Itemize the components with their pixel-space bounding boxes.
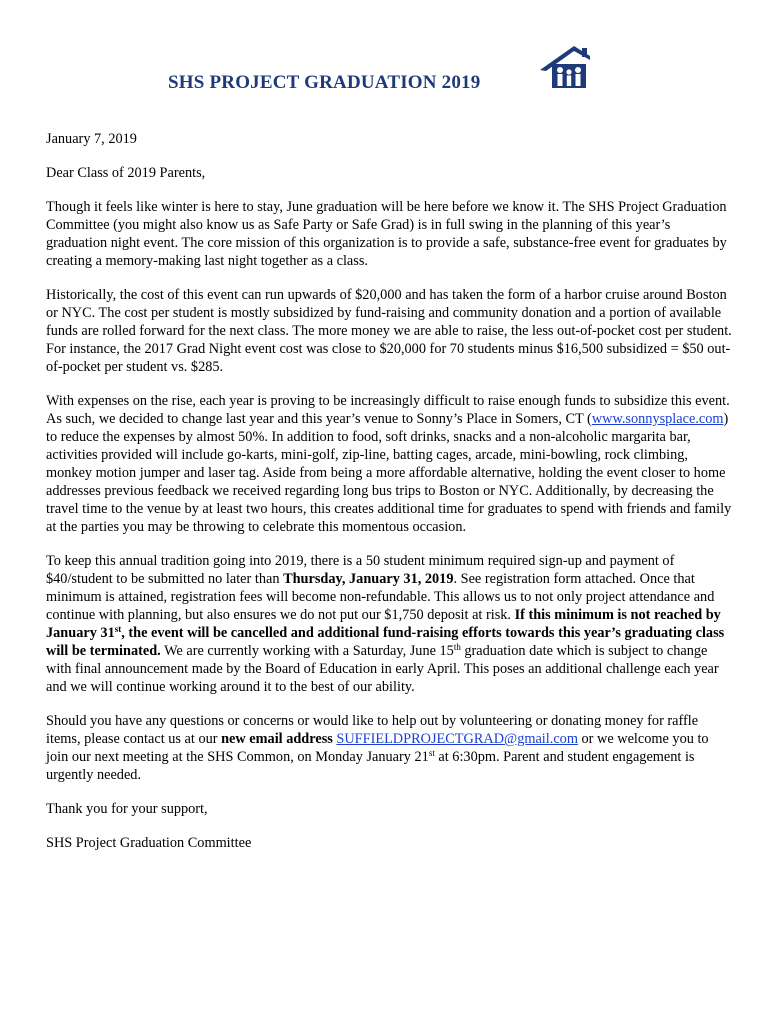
registration-text-3: We are currently working with a Saturday, June 15 [160,643,454,659]
paragraph-venue [46,392,732,536]
sonnysplace-link[interactable]: www.sonnysplace.com [591,411,724,427]
venue-text-1: With expenses on the rise, each year is proving to be increasingly difficult to raise enough funds to subsidize this event. As such, we decided to change last year and this year’s venue to Sonny’s Place in Somers, CT ( [46,393,730,427]
registration-text-4: graduation date which is subject to change with final announcement made by the Board of Education in early April. This poses an additional challenge each year and we will continue working around it to the best of our ability. [46,643,719,695]
paragraph-history: Historically, the cost of this event can run upwards of $20,000 and has taken the form of a harbor cruise around Boston or NYC. The cost per student is mostly subsidized by fund-raising and community donation and a portion of available funds are rolled forward for the next class. The more money we are able to raise, the less out-of-pocket cost per student. For instance, the 2017 Grad Night event cost was close to $20,000 for 70 students minus $16,500 subsidized = $50 out-of-pocket per student vs. $285. [46,287,732,375]
venue-text-2: ) to reduce the expenses by almost 50%. In addition to food, soft drinks, snacks and a non-alcoholic margarita bar, activities provided will include go-karts, mini-golf, zip-line, batting cages, arcade, mini-bowling, rock climbing, monkey motion jumper and laser tag. Aside from being a more affordable alternative, holding the event closer to home addresses previous feedback we received regarding long bus trips to Boston or NYC. Additionally, by decreasing the travel time to the venue by at least two hours, this creates additional time for graduates to spend with friends and family at the parties you may be throwing to celebrate this momentous occasion. [46,411,732,535]
letter-header [0,0,770,110]
letter-date: January 7, 2019 [46,131,137,147]
letter-body [46,130,732,868]
paragraph-intro: Though it feels like winter is here to stay, June graduation will be here before we know it. The SHS Project Graduation Committee (you might also know us as Safe Party or Safe Grad) is in full swing in the planning of this year’s graduation night event. The core mission of this organization is to provide a safe, substance-free event for graduates by creating a memory-making last night together as a class. [46,199,727,269]
page-title: SHS PROJECT GRADUATION 2019 [168,72,481,93]
paragraph-registration [46,552,732,696]
paragraph-contact [46,712,732,784]
email-link[interactable]: SUFFIELDPROJECTGRAD@gmail.com [336,731,578,747]
letter-closing: Thank you for your support, [46,801,208,817]
ordinal-suffix: st [428,748,435,758]
cancellation-text-1: If this minimum is not reached by January 31 [46,607,721,641]
registration-text-2: . See registration form attached. Once that minimum is attained, registration fees will become non-refundable. This allows us to not only project attendance and continue with planning, but also ensures we do not put our $1,750 deposit at risk. [46,571,715,623]
new-email-label: new email address [221,731,333,747]
cancellation-text-2: , the event will be cancelled and additional fund-raising efforts towards this year’s graduating class will be terminated. [46,625,725,659]
ordinal-suffix: th [453,642,461,652]
letter-salutation: Dear Class of 2019 Parents, [46,165,206,181]
registration-deadline: Thursday, January 31, 2019 [283,571,454,587]
contact-text-3: at 6:30pm. Parent and student engagement is urgently needed. [46,749,695,783]
house-family-icon [538,44,590,90]
contact-text-1: Should you have any questions or concerns or would like to help out by volunteering or donating money for raffle items, please contact us at our [46,713,699,747]
contact-text-2: or we welcome you to join our next meeting at the SHS Common, on Monday January 21 [46,731,709,765]
ordinal-suffix: st [114,624,122,634]
registration-text-1: To keep this annual tradition going into 2019, there is a 50 student minimum required sign-up and payment of $40/student to be submitted no later than [46,553,675,587]
letter-signature: SHS Project Graduation Committee [46,835,252,851]
